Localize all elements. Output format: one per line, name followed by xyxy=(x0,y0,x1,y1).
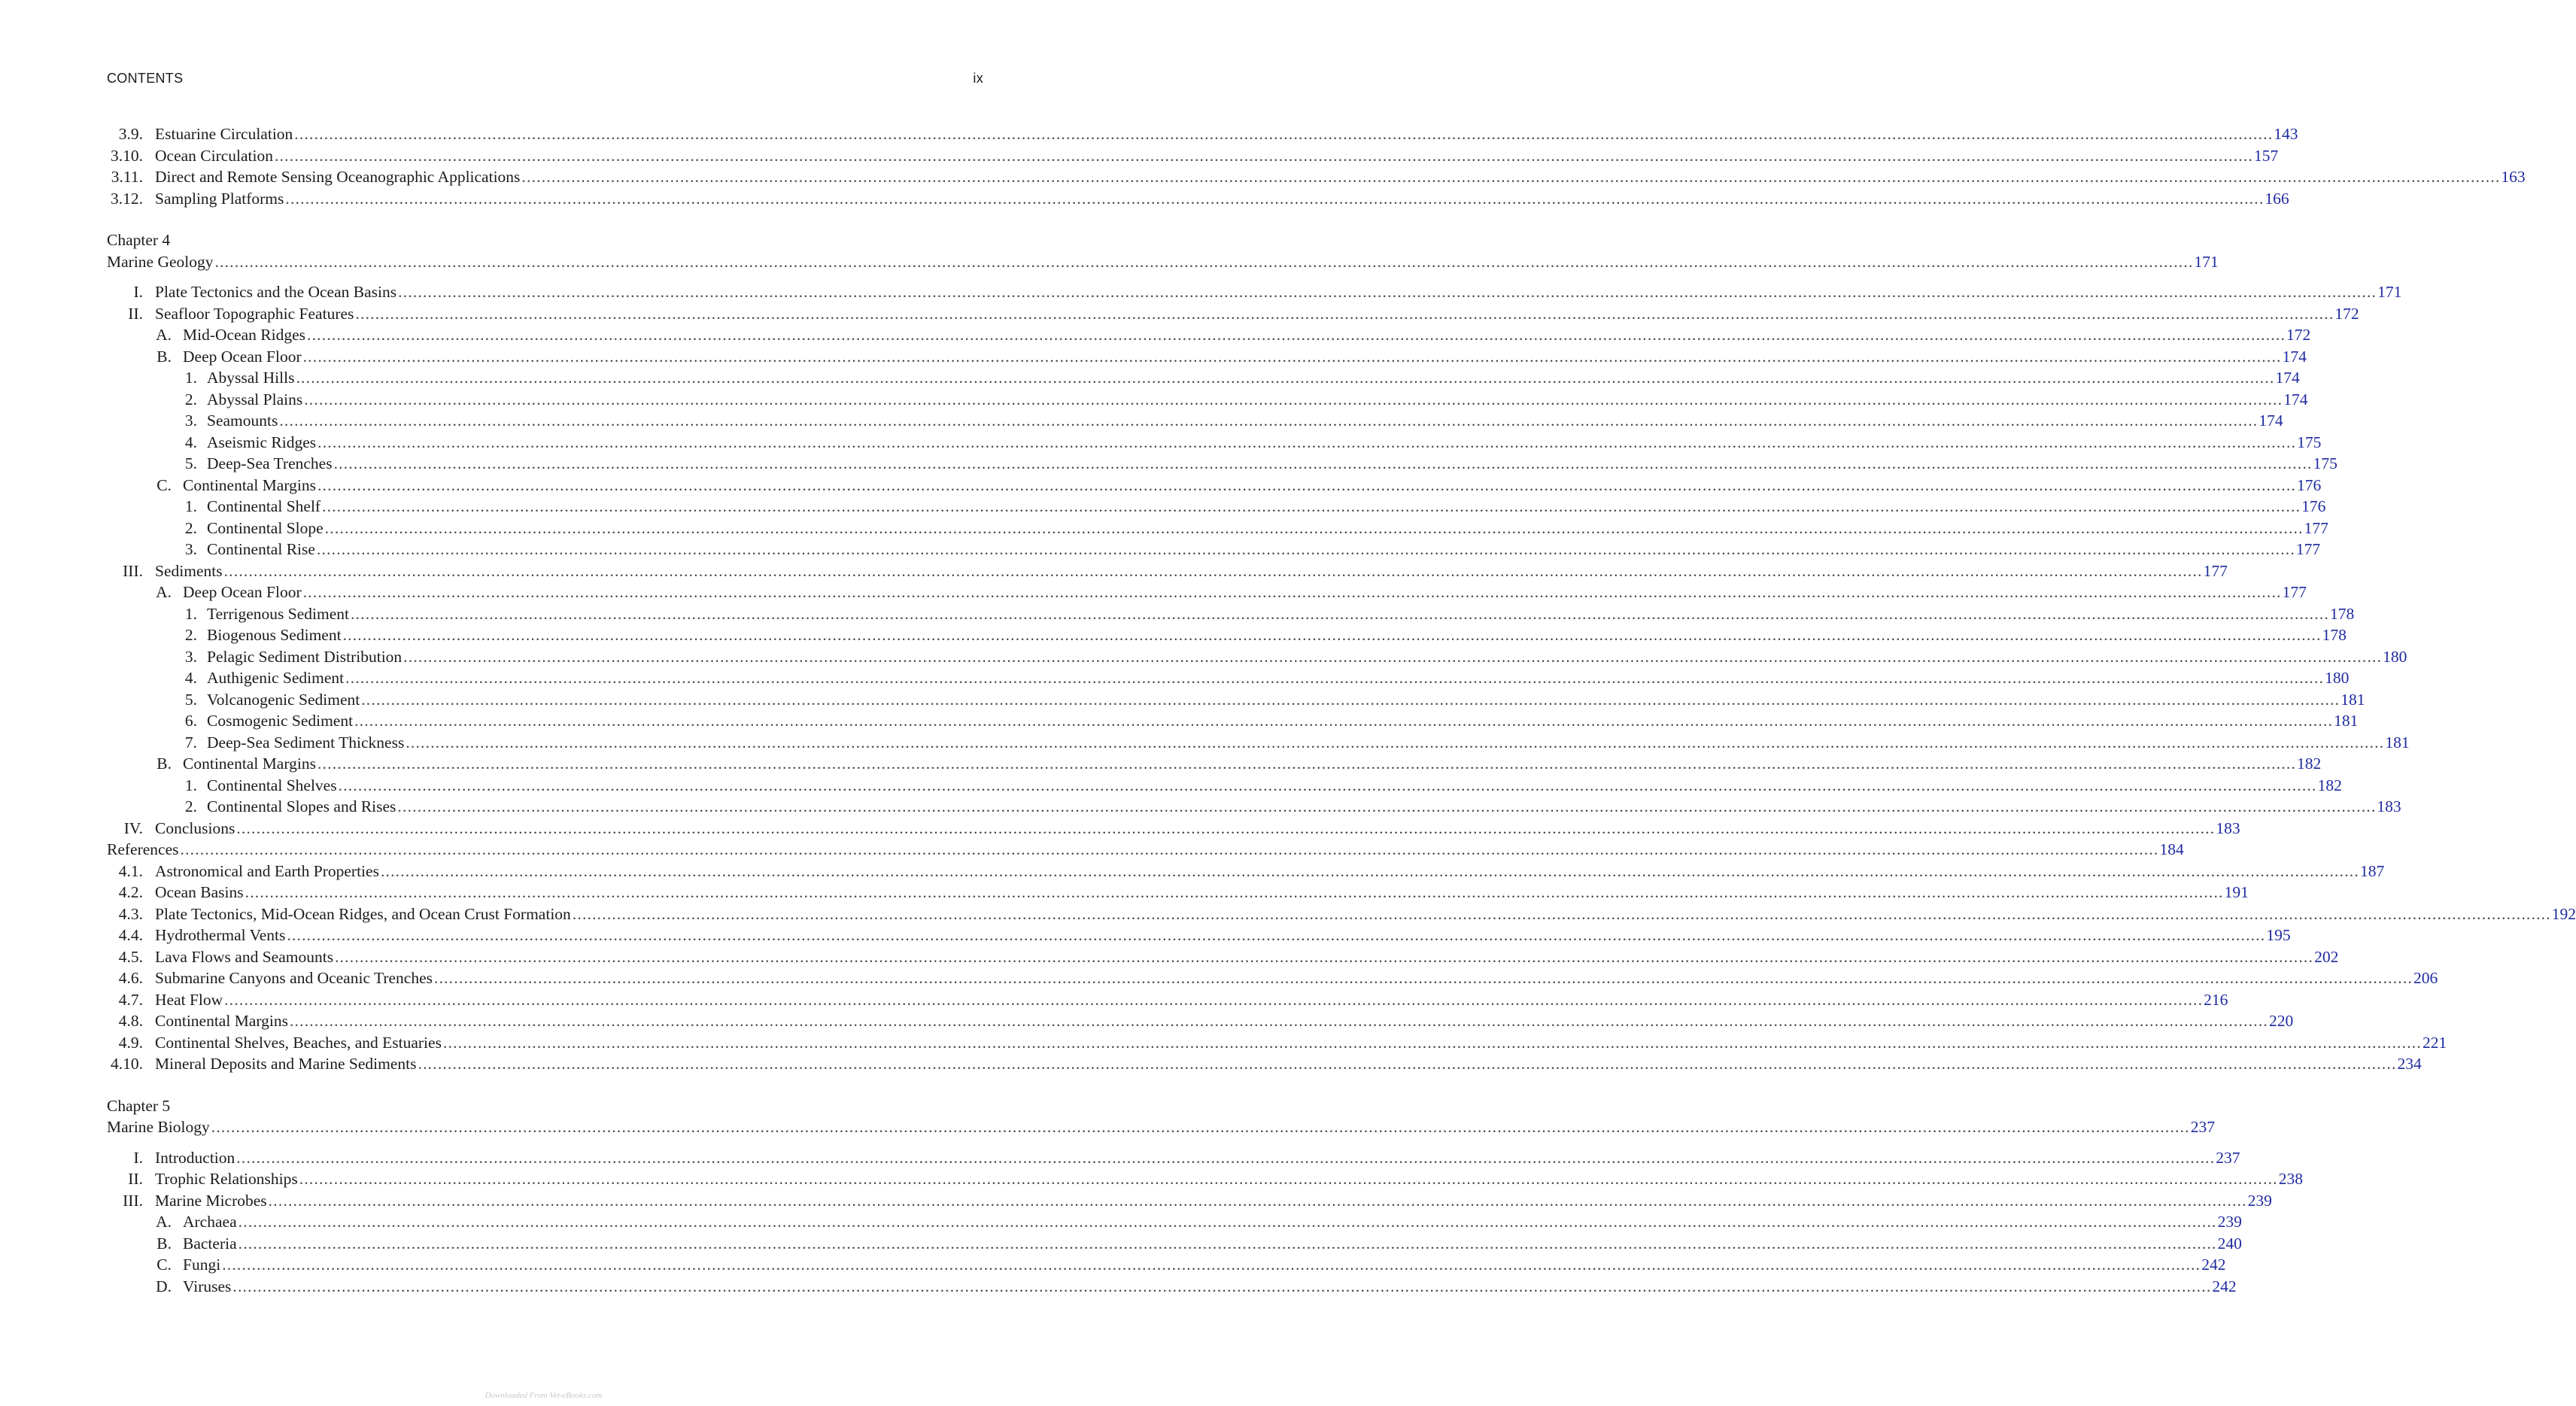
toc-entry[interactable] xyxy=(0,1276,2237,1297)
toc-entry[interactable] xyxy=(0,818,2240,839)
toc-entry-page-link[interactable]: 237 xyxy=(2190,1118,2215,1136)
toc-entry-page-link[interactable]: 177 xyxy=(2295,540,2321,558)
toc-entry[interactable] xyxy=(0,1233,2242,1254)
toc-entry-page-link[interactable]: 177 xyxy=(2304,518,2328,537)
toc-entry-page-link[interactable]: 174 xyxy=(2283,390,2308,408)
toc-entry-number: III. xyxy=(123,561,143,580)
toc-entry-title: Astronomical and Earth Properties xyxy=(155,861,379,880)
toc-entry-number: 4.7. xyxy=(118,990,143,1009)
toc-entry-title: Abyssal Hills xyxy=(207,369,295,387)
toc-entry-title: Continental Margins xyxy=(155,1012,288,1030)
toc-entry-number: 5. xyxy=(184,690,197,709)
toc-entry-page-link[interactable]: 216 xyxy=(2204,990,2228,1009)
toc-entry-title: Deep Ocean Floor xyxy=(183,347,302,366)
toc-entry-page-link[interactable]: 187 xyxy=(2359,861,2385,880)
dot-leader: ................................................................................................................................................................................................................................................................................................................................................................................................................ xyxy=(180,840,2159,858)
toc-entry-number: B. xyxy=(156,755,172,773)
toc-entry-number: C. xyxy=(156,1256,172,1274)
dot-leader: ................................................................................................................................................................................................................................................................................................................................................................................................................ xyxy=(304,390,2283,408)
toc-entry[interactable] xyxy=(0,1190,2272,1211)
toc-entry-number: 4. xyxy=(184,433,197,451)
toc-entry-title: Mineral Deposits and Marine Sediments xyxy=(155,1055,417,1073)
toc-entry-title: Biogenous Sediment xyxy=(207,626,342,644)
toc-entry-title: Trophic Relationships xyxy=(155,1170,298,1188)
toc-entry[interactable] xyxy=(0,582,2307,603)
toc-entry[interactable] xyxy=(0,303,2359,324)
toc-entry-title: Seamounts xyxy=(207,411,278,430)
toc-entry-page-link[interactable]: 182 xyxy=(2296,755,2322,773)
toc-entry-title: Cosmogenic Sediment xyxy=(207,712,354,730)
toc-entry[interactable] xyxy=(0,518,2328,539)
toc-entry-number: 1. xyxy=(184,369,197,387)
dot-leader: ................................................................................................................................................................................................................................................................................................................................................................................................................ xyxy=(302,347,2282,366)
toc-entry-page-link[interactable]: 157 xyxy=(2254,146,2279,165)
toc-entry-page-link[interactable]: 183 xyxy=(2216,818,2240,837)
toc-entry-page-link[interactable]: 239 xyxy=(2247,1191,2272,1210)
dot-leader: ................................................................................................................................................................................................................................................................................................................................................................................................................ xyxy=(289,1012,2268,1030)
dot-leader: ................................................................................................................................................................................................................................................................................................................................................................................................................ xyxy=(572,904,2551,923)
toc-entry-title: Continental Shelves xyxy=(207,776,337,794)
toc-entry[interactable] xyxy=(0,1211,2242,1232)
toc-entry-title: Bacteria xyxy=(183,1234,237,1253)
toc-entry-title: Ocean Basins xyxy=(155,883,244,901)
toc-entry-number: D. xyxy=(156,1277,172,1295)
toc-entry-title: Heat Flow xyxy=(155,990,223,1009)
dot-leader: ................................................................................................................................................................................................................................................................................................................................................................................................................ xyxy=(403,647,2383,666)
toc-entry-page-link[interactable]: 220 xyxy=(2268,1012,2294,1030)
toc-entry[interactable] xyxy=(0,839,2184,860)
toc-entry-number: 1. xyxy=(184,497,197,515)
toc-entry-number: B. xyxy=(156,347,172,366)
toc-entry-title: Continental Slopes and Rises xyxy=(207,797,396,815)
toc-entry-title: Archaea xyxy=(183,1213,237,1231)
dot-leader: ................................................................................................................................................................................................................................................................................................................................................................................................................ xyxy=(302,583,2282,601)
toc-entry-number: 6. xyxy=(184,712,197,730)
toc-entry[interactable] xyxy=(0,346,2307,367)
toc-entry-number: 4.3. xyxy=(118,904,143,923)
toc-entry[interactable] xyxy=(0,432,2322,453)
toc-entry-title: Conclusions xyxy=(155,818,235,837)
toc-entry[interactable] xyxy=(0,1254,2226,1275)
toc-entry-page-link[interactable]: 172 xyxy=(2334,304,2359,323)
toc-entry[interactable] xyxy=(0,123,2298,144)
toc-entry-title: References xyxy=(107,840,179,858)
toc-entry[interactable] xyxy=(0,882,2249,903)
toc-entry-number: 3. xyxy=(184,540,197,558)
toc-entry-page-link[interactable]: 180 xyxy=(2325,669,2350,687)
toc-entry[interactable] xyxy=(0,1053,2422,1074)
toc-entry-title: Submarine Canyons and Oceanic Trenches xyxy=(155,969,433,987)
chapter-label: Chapter 5 xyxy=(107,1096,171,1115)
dot-leader: ................................................................................................................................................................................................................................................................................................................................................................................................................ xyxy=(418,1055,2397,1073)
toc-entry-page-link[interactable]: 171 xyxy=(2377,283,2402,301)
toc-entry-number: 1. xyxy=(184,776,197,794)
dot-leader: ................................................................................................................................................................................................................................................................................................................................................................................................................ xyxy=(236,1148,2216,1167)
toc-entry-title: Pelagic Sediment Distribution xyxy=(207,647,402,666)
toc-entry-title: Deep-Sea Trenches xyxy=(207,454,333,472)
toc-entry[interactable] xyxy=(0,251,2219,272)
toc-entry-title: Continental Shelves, Beaches, and Estuaries xyxy=(155,1033,442,1052)
toc-entry[interactable] xyxy=(0,1010,2294,1031)
toc-entry-page-link[interactable]: 195 xyxy=(2266,926,2291,944)
toc-entry[interactable] xyxy=(0,1116,2215,1137)
toc-entry-title: Marine Microbes xyxy=(155,1191,267,1210)
dot-leader: ................................................................................................................................................................................................................................................................................................................................................................................................................ xyxy=(317,433,2297,451)
toc-entry-number: 4.2. xyxy=(118,883,143,901)
toc-entry-number: 3.11. xyxy=(111,168,143,186)
toc-entry-page-link[interactable]: 166 xyxy=(2265,189,2289,208)
toc-entry-number: 2. xyxy=(184,518,197,537)
toc-entry-page-link[interactable]: 174 xyxy=(2282,347,2307,366)
toc-entry[interactable] xyxy=(0,1032,2447,1053)
dot-leader: ................................................................................................................................................................................................................................................................................................................................................................................................................ xyxy=(398,283,2377,301)
toc-entry-title: Direct and Remote Sensing Oceanographic Applications xyxy=(155,168,521,186)
toc-entry-title: Ocean Circulation xyxy=(155,146,274,165)
toc-entry-page-link[interactable]: 176 xyxy=(2301,497,2326,515)
toc-entry[interactable] xyxy=(0,367,2300,388)
toc-entry-title: Continental Shelf xyxy=(207,497,321,515)
toc-entry-number: II. xyxy=(128,1170,143,1188)
toc-entry[interactable] xyxy=(0,453,2338,474)
dot-leader: ................................................................................................................................................................................................................................................................................................................................................................................................................ xyxy=(354,712,2334,730)
dot-leader: ................................................................................................................................................................................................................................................................................................................................................................................................................ xyxy=(245,883,2224,901)
toc-entry[interactable] xyxy=(0,946,2339,967)
toc-entry-page-link[interactable]: 206 xyxy=(2413,969,2438,987)
toc-entry[interactable] xyxy=(0,861,2385,882)
toc-entry-page-link[interactable]: 163 xyxy=(2501,168,2526,186)
dot-leader: ................................................................................................................................................................................................................................................................................................................................................................................................................ xyxy=(380,861,2359,880)
toc-entry[interactable] xyxy=(0,281,2402,302)
toc-entry-page-link[interactable]: 174 xyxy=(2259,411,2283,430)
toc-entry-page-link[interactable]: 237 xyxy=(2216,1148,2240,1167)
chapter-label: Chapter 4 xyxy=(107,231,171,249)
toc-entry-number: II. xyxy=(128,304,143,323)
toc-entry-number: C. xyxy=(156,475,172,494)
toc-entry-page-link[interactable]: 242 xyxy=(2212,1277,2237,1295)
toc-entry[interactable] xyxy=(0,324,2311,345)
toc-entry-title: Introduction xyxy=(155,1148,235,1167)
toc-entry[interactable] xyxy=(0,1147,2240,1168)
toc-entry-number: IV. xyxy=(123,818,143,837)
toc-entry[interactable] xyxy=(0,410,2283,431)
toc-entry-title: Continental Margins xyxy=(183,475,316,494)
toc-entry-number: III. xyxy=(123,1191,143,1210)
toc-entry-page-link[interactable]: 181 xyxy=(2385,733,2410,752)
toc-entry-page-link[interactable]: 172 xyxy=(2286,326,2311,344)
toc-entry[interactable] xyxy=(0,646,2407,667)
dot-leader: ................................................................................................................................................................................................................................................................................................................................................................................................................ xyxy=(238,1234,2217,1253)
toc-entry-title: Fungi xyxy=(183,1256,221,1274)
toc-entry-page-link[interactable]: 171 xyxy=(2194,252,2219,271)
toc-entry[interactable] xyxy=(0,560,2228,582)
dot-leader: ................................................................................................................................................................................................................................................................................................................................................................................................................ xyxy=(333,454,2313,472)
dot-leader: ................................................................................................................................................................................................................................................................................................................................................................................................................ xyxy=(299,1170,2278,1188)
toc-entry[interactable] xyxy=(0,753,2322,774)
toc-entry-number: 4.8. xyxy=(118,1012,143,1030)
toc-entry-page-link[interactable]: 175 xyxy=(2313,454,2338,472)
toc-entry-title: Continental Rise xyxy=(207,540,315,558)
toc-entry-number: 2. xyxy=(184,626,197,644)
toc-entry[interactable] xyxy=(0,166,2526,187)
toc-entry-title: Terrigenous Sediment xyxy=(207,604,349,623)
toc-entry[interactable] xyxy=(0,710,2359,731)
watermark-footer: Downloaded From Vet-eBooks.com xyxy=(485,1391,603,1400)
toc-entry-number: A. xyxy=(156,1213,172,1231)
dot-leader: ................................................................................................................................................................................................................................................................................................................................................................................................................ xyxy=(406,733,2385,752)
running-head-section: CONTENTS xyxy=(107,71,184,86)
toc-entry-page-link[interactable]: 239 xyxy=(2217,1213,2242,1231)
toc-entry-number: A. xyxy=(156,583,172,601)
dot-leader: ................................................................................................................................................................................................................................................................................................................................................................................................................ xyxy=(222,1256,2201,1274)
dot-leader: ................................................................................................................................................................................................................................................................................................................................................................................................................ xyxy=(285,189,2265,208)
dot-leader: ................................................................................................................................................................................................................................................................................................................................................................................................................ xyxy=(316,540,2295,558)
toc-entry[interactable] xyxy=(0,624,2347,645)
toc-entry-number: 4.4. xyxy=(118,926,143,944)
toc-entry-page-link[interactable]: 177 xyxy=(2282,583,2307,601)
toc-entry-number: 3.12. xyxy=(111,189,143,208)
toc-entry-page-link[interactable]: 180 xyxy=(2383,647,2407,666)
toc-entry-page-link[interactable]: 175 xyxy=(2297,433,2322,451)
toc-entry-number: 5. xyxy=(184,454,197,472)
toc-entry-number: 2. xyxy=(184,390,197,408)
dot-leader: ................................................................................................................................................................................................................................................................................................................................................................................................................ xyxy=(275,146,2254,165)
toc-entry-page-link[interactable]: 181 xyxy=(2334,712,2359,730)
toc-entry-number: A. xyxy=(156,326,172,344)
toc-entry-title: Sediments xyxy=(155,561,223,580)
toc-entry-number: 3. xyxy=(184,647,197,666)
toc-entry-page-link[interactable]: 184 xyxy=(2159,840,2184,858)
toc-entry-title: Marine Geology xyxy=(107,252,214,271)
toc-entry-number: 3.9. xyxy=(118,125,143,143)
toc-entry-title: Estuarine Circulation xyxy=(155,125,293,143)
dot-leader: ................................................................................................................................................................................................................................................................................................................................................................................................................ xyxy=(287,926,2266,944)
toc-entry-page-link[interactable]: 240 xyxy=(2217,1234,2242,1253)
toc-entry-number: 1. xyxy=(184,604,197,623)
toc-entry-page-link[interactable]: 178 xyxy=(2322,626,2347,644)
toc-entry[interactable] xyxy=(0,732,2410,753)
toc-entry[interactable] xyxy=(0,475,2322,496)
dot-leader: ................................................................................................................................................................................................................................................................................................................................................................................................................ xyxy=(322,497,2301,515)
toc-entry[interactable] xyxy=(0,145,2279,166)
toc-entry[interactable] xyxy=(0,925,2291,946)
toc-entry-title: Seafloor Topographic Features xyxy=(155,304,354,323)
toc-entry-number: 3.10. xyxy=(111,146,143,165)
toc-entry-title: Abyssal Plains xyxy=(207,390,303,408)
dot-leader: ................................................................................................................................................................................................................................................................................................................................................................................................................ xyxy=(317,475,2296,494)
dot-leader: ................................................................................................................................................................................................................................................................................................................................................................................................................ xyxy=(521,168,2501,186)
toc-entry[interactable] xyxy=(0,496,2326,517)
dot-leader: ................................................................................................................................................................................................................................................................................................................................................................................................................ xyxy=(338,776,2317,794)
dot-leader: ................................................................................................................................................................................................................................................................................................................................................................................................................ xyxy=(236,818,2216,837)
toc-entry-page-link[interactable]: 143 xyxy=(2274,125,2298,143)
toc-entry-page-link[interactable]: 191 xyxy=(2224,883,2249,901)
toc-entry[interactable] xyxy=(0,796,2401,817)
toc-entry-number: 4.6. xyxy=(118,969,143,987)
dot-leader: ................................................................................................................................................................................................................................................................................................................................................................................................................ xyxy=(361,690,2341,709)
toc-entry-title: Continental Slope xyxy=(207,518,324,537)
toc-entry[interactable] xyxy=(0,775,2342,796)
toc-entry-number: 4.5. xyxy=(118,947,143,966)
toc-entry-page-link[interactable]: 182 xyxy=(2317,776,2342,794)
toc-entry-title: Deep-Sea Sediment Thickness xyxy=(207,733,405,752)
toc-entry-page-link[interactable]: 234 xyxy=(2397,1055,2422,1073)
dot-leader: ................................................................................................................................................................................................................................................................................................................................................................................................................ xyxy=(342,626,2322,644)
dot-leader: ................................................................................................................................................................................................................................................................................................................................................................................................................ xyxy=(434,969,2413,987)
toc-entry-title: Plate Tectonics and the Ocean Basins xyxy=(155,283,397,301)
toc-entry[interactable] xyxy=(0,603,2355,624)
toc-entry-number: 7. xyxy=(184,733,197,752)
toc-entry-page-link[interactable]: 181 xyxy=(2341,690,2365,709)
toc-entry-page-link[interactable]: 242 xyxy=(2201,1256,2226,1274)
toc-entry[interactable] xyxy=(0,1168,2303,1189)
toc-entry-number: 4.10. xyxy=(111,1055,143,1073)
toc-entry-page-link[interactable]: 183 xyxy=(2377,797,2401,815)
dot-leader: ................................................................................................................................................................................................................................................................................................................................................................................................................ xyxy=(307,326,2286,344)
toc-entry[interactable] xyxy=(0,667,2350,688)
toc-entry-page-link[interactable]: 221 xyxy=(2422,1033,2447,1052)
toc-entry-page-link[interactable]: 238 xyxy=(2278,1170,2303,1188)
toc-entry-number: 4.9. xyxy=(118,1033,143,1052)
toc-entry[interactable] xyxy=(0,989,2228,1010)
toc-entry[interactable] xyxy=(0,903,2576,925)
dot-leader: ................................................................................................................................................................................................................................................................................................................................................................................................................ xyxy=(214,252,2194,271)
toc-entry-page-link[interactable]: 178 xyxy=(2329,604,2355,623)
toc-entry-number: I. xyxy=(133,1148,143,1167)
running-head-page-number: ix xyxy=(973,71,983,86)
dot-leader: ................................................................................................................................................................................................................................................................................................................................................................................................................ xyxy=(224,990,2204,1009)
toc-entry-page-link[interactable]: 174 xyxy=(2275,369,2300,387)
toc-entry-number: 2. xyxy=(184,797,197,815)
toc-entry-title: Lava Flows and Seamounts xyxy=(155,947,334,966)
dot-leader: ................................................................................................................................................................................................................................................................................................................................................................................................................ xyxy=(350,604,2329,623)
dot-leader: ................................................................................................................................................................................................................................................................................................................................................................................................................ xyxy=(345,669,2325,687)
toc-entry-title: Aseismic Ridges xyxy=(207,433,317,451)
toc-entry-title: Authigenic Sediment xyxy=(207,669,345,687)
toc-entry-title: Viruses xyxy=(183,1277,232,1295)
dot-leader: ................................................................................................................................................................................................................................................................................................................................................................................................................ xyxy=(296,369,2275,387)
dot-leader: ................................................................................................................................................................................................................................................................................................................................................................................................................ xyxy=(317,755,2296,773)
dot-leader: ................................................................................................................................................................................................................................................................................................................................................................................................................ xyxy=(238,1213,2217,1231)
dot-leader: ................................................................................................................................................................................................................................................................................................................................................................................................................ xyxy=(279,411,2259,430)
toc-entry-number: 4.1. xyxy=(118,861,143,880)
dot-leader: ................................................................................................................................................................................................................................................................................................................................................................................................................ xyxy=(211,1118,2190,1136)
dot-leader: ................................................................................................................................................................................................................................................................................................................................................................................................................ xyxy=(335,947,2314,966)
toc-entry[interactable] xyxy=(0,689,2365,710)
dot-leader: ................................................................................................................................................................................................................................................................................................................................................................................................................ xyxy=(223,561,2203,580)
toc-entry-title: Plate Tectonics, Mid-Ocean Ridges, and Ocean Crust Formation xyxy=(155,904,571,923)
toc-entry-title: Hydrothermal Vents xyxy=(155,926,286,944)
toc-entry-title: Continental Margins xyxy=(183,755,316,773)
toc-entry[interactable] xyxy=(0,539,2321,560)
toc-entry-page-link[interactable]: 192 xyxy=(2551,904,2576,923)
toc-entry-title: Mid-Ocean Ridges xyxy=(183,326,306,344)
toc-entry-page-link[interactable]: 202 xyxy=(2314,947,2339,966)
dot-leader: ................................................................................................................................................................................................................................................................................................................................................................................................................ xyxy=(232,1277,2212,1295)
dot-leader: ................................................................................................................................................................................................................................................................................................................................................................................................................ xyxy=(355,304,2334,323)
dot-leader: ................................................................................................................................................................................................................................................................................................................................................................................................................ xyxy=(294,125,2274,143)
toc-entry-page-link[interactable]: 176 xyxy=(2296,475,2322,494)
toc-entry-title: Volcanogenic Sediment xyxy=(207,690,360,709)
toc-entry-title: Sampling Platforms xyxy=(155,189,284,208)
toc-entry-title: Deep Ocean Floor xyxy=(183,583,302,601)
dot-leader: ................................................................................................................................................................................................................................................................................................................................................................................................................ xyxy=(442,1033,2422,1052)
dot-leader: ................................................................................................................................................................................................................................................................................................................................................................................................................ xyxy=(324,518,2304,537)
toc-entry-number: 4. xyxy=(184,669,197,687)
dot-leader: ................................................................................................................................................................................................................................................................................................................................................................................................................ xyxy=(397,797,2377,815)
toc-entry[interactable] xyxy=(0,389,2308,410)
toc-entry-title: Marine Biology xyxy=(107,1118,210,1136)
toc-entry-number: B. xyxy=(156,1234,172,1253)
toc-entry-number: 3. xyxy=(184,411,197,430)
toc-entry[interactable] xyxy=(0,967,2438,988)
toc-entry-page-link[interactable]: 177 xyxy=(2203,561,2228,580)
dot-leader: ................................................................................................................................................................................................................................................................................................................................................................................................................ xyxy=(268,1191,2247,1210)
toc-entry[interactable] xyxy=(0,188,2289,209)
toc-entry-number: I. xyxy=(133,283,143,301)
